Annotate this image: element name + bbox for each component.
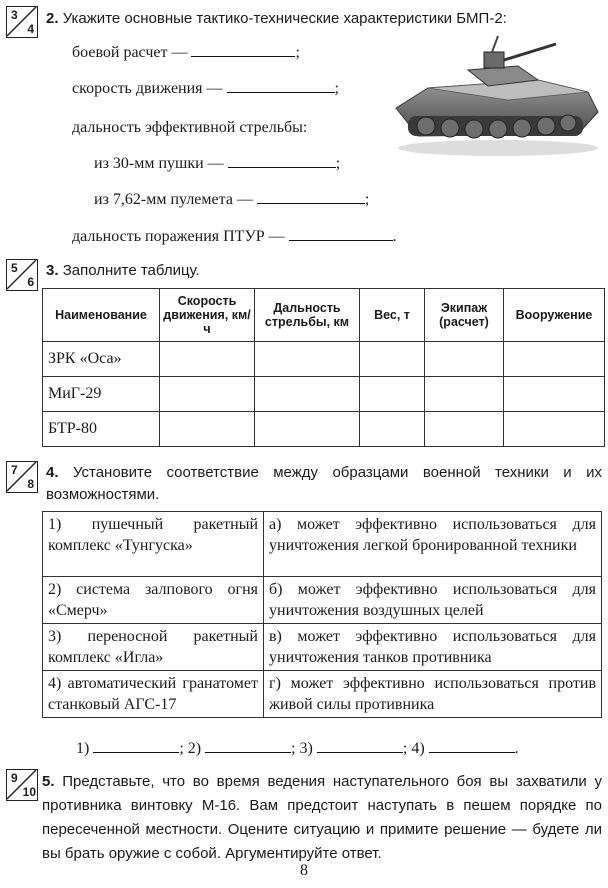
- column-header: Скорость движения, км/ч: [160, 289, 255, 342]
- table-cell[interactable]: [425, 377, 504, 412]
- table-cell[interactable]: [360, 377, 425, 412]
- equipment-cell: 4) автоматический гранатомет станковый АГС-17: [43, 671, 264, 718]
- q2-line-cannon: [94, 153, 340, 173]
- table-cell[interactable]: [425, 342, 504, 377]
- task-badge-q2: [6, 6, 38, 38]
- badge-top: 7: [11, 463, 18, 477]
- badge-bottom: 8: [27, 477, 34, 491]
- answer-label: ; 2): [179, 740, 202, 757]
- q2-line-speed: [72, 78, 339, 98]
- question-text: Заполните таблицу.: [62, 262, 200, 279]
- answer-blank[interactable]: [205, 738, 291, 753]
- answer-line: [76, 738, 519, 758]
- question-number: 3.: [46, 262, 59, 279]
- answer-blank[interactable]: [429, 738, 515, 753]
- table-cell[interactable]: [360, 342, 425, 377]
- capability-cell: г) может эффективно использоваться против живой силы противника: [264, 671, 602, 718]
- question-text: Укажите основные тактико-технические характеристики БМП-2:: [62, 10, 507, 27]
- capability-cell: а) может эффективно использоваться для уничтожения легкой бронированной техники: [264, 512, 602, 577]
- line-label: дальность поражения ПТУР —: [72, 228, 285, 245]
- fill-table: [42, 288, 605, 447]
- task-badge-q3: [6, 259, 38, 291]
- equipment-cell: 2) система залпового огня «Смерч»: [43, 577, 264, 624]
- q2-line-crew: [72, 42, 300, 62]
- line-end: ;: [334, 80, 339, 97]
- line-label: скорость движения —: [72, 80, 223, 97]
- badge-top: 5: [11, 261, 18, 275]
- matching-table: [42, 511, 602, 718]
- table-cell[interactable]: [160, 377, 255, 412]
- table-row: [43, 624, 602, 671]
- table-row: [43, 671, 602, 718]
- equipment-cell: 3) переносной ракетный комплекс «Игла»: [43, 624, 264, 671]
- question-2-title: [46, 8, 507, 30]
- line-end: ;: [364, 191, 370, 208]
- badge-top: 9: [11, 771, 18, 785]
- page-number: 8: [300, 862, 308, 879]
- question-number: 4.: [46, 464, 59, 481]
- table-cell[interactable]: [425, 412, 504, 447]
- bmp-2-vehicle-icon: [388, 30, 602, 160]
- line-label: боевой расчет —: [72, 44, 188, 61]
- table-row: [43, 342, 605, 377]
- equipment-cell: 1) пушечный ракетный комплекс «Тунгуска»: [43, 512, 264, 577]
- column-header: Вооружение: [504, 289, 605, 342]
- column-header: Экипаж (расчет): [425, 289, 504, 342]
- task-badge-q5: [6, 769, 38, 801]
- line-label: из 7,62-мм пулемета —: [94, 191, 253, 208]
- row-label: ЗРК «Оса»: [43, 342, 160, 377]
- table-cell[interactable]: [255, 342, 360, 377]
- row-label: БТР-80: [43, 412, 160, 447]
- column-header: Дальность стрельбы, км: [255, 289, 360, 342]
- table-row: [43, 377, 605, 412]
- question-number: 5.: [42, 773, 55, 790]
- question-text: Представьте, что во время ведения наступательного боя вы захватили у противника винтовку М-16. Вам предстоит наступать в пешем порядке по пересеченной местности. Оцените ситуацию и примите решение — будете ли вы брать оружие с собой. Аргументируйте ответ.: [42, 773, 603, 862]
- answer-blank[interactable]: [317, 738, 403, 753]
- answer-label: 1): [76, 740, 90, 757]
- line-end: ;: [335, 155, 341, 172]
- answer-blank[interactable]: [191, 42, 295, 57]
- question-5-text: [42, 770, 602, 866]
- answer-blank[interactable]: [257, 189, 365, 204]
- answer-blank[interactable]: [228, 153, 336, 168]
- row-label: МиГ-29: [43, 377, 160, 412]
- answer-blank[interactable]: [227, 78, 335, 93]
- task-badge-q4: [6, 461, 38, 493]
- table-cell[interactable]: [255, 377, 360, 412]
- table-row: [43, 512, 602, 577]
- table-cell[interactable]: [360, 412, 425, 447]
- question-text: Установите соответствие между образцами военной техники и их возможностями.: [46, 464, 603, 503]
- line-end: .: [392, 228, 397, 245]
- capability-cell: в) может эффективно использоваться для уничтожения танков противника: [264, 624, 602, 671]
- line-label: из 30-мм пушки —: [94, 155, 224, 172]
- column-header: Вес, т: [360, 289, 425, 342]
- answer-label: .: [514, 740, 519, 757]
- q2-line-atgm: [72, 226, 397, 246]
- answer-blank[interactable]: [289, 226, 393, 241]
- q2-line-range: [72, 119, 307, 137]
- line-end: ;: [295, 44, 300, 61]
- capability-cell: б) может эффективно использоваться для уничтожения воздушных целей: [264, 577, 602, 624]
- question-number: 2.: [46, 10, 59, 27]
- question-3-title: [46, 260, 200, 282]
- badge-bottom: 4: [27, 22, 34, 36]
- badge-bottom: 10: [22, 785, 36, 799]
- line-label: дальность эффективной стрельбы:: [72, 119, 308, 136]
- column-header: Наименование: [43, 289, 160, 342]
- table-cell[interactable]: [160, 342, 255, 377]
- table-cell[interactable]: [504, 377, 605, 412]
- table-row: [43, 412, 605, 447]
- table-cell[interactable]: [504, 342, 605, 377]
- table-cell[interactable]: [504, 412, 605, 447]
- table-row: [43, 577, 602, 624]
- answer-blank[interactable]: [93, 738, 179, 753]
- answer-label: ; 3): [291, 740, 313, 757]
- badge-bottom: 6: [27, 275, 34, 289]
- q2-line-mg: [94, 189, 369, 209]
- table-cell[interactable]: [160, 412, 255, 447]
- table-header-row: [43, 289, 605, 342]
- question-4-title: [46, 462, 602, 506]
- badge-top: 3: [11, 8, 18, 22]
- answer-label: ; 4): [402, 740, 425, 757]
- table-cell[interactable]: [255, 412, 360, 447]
